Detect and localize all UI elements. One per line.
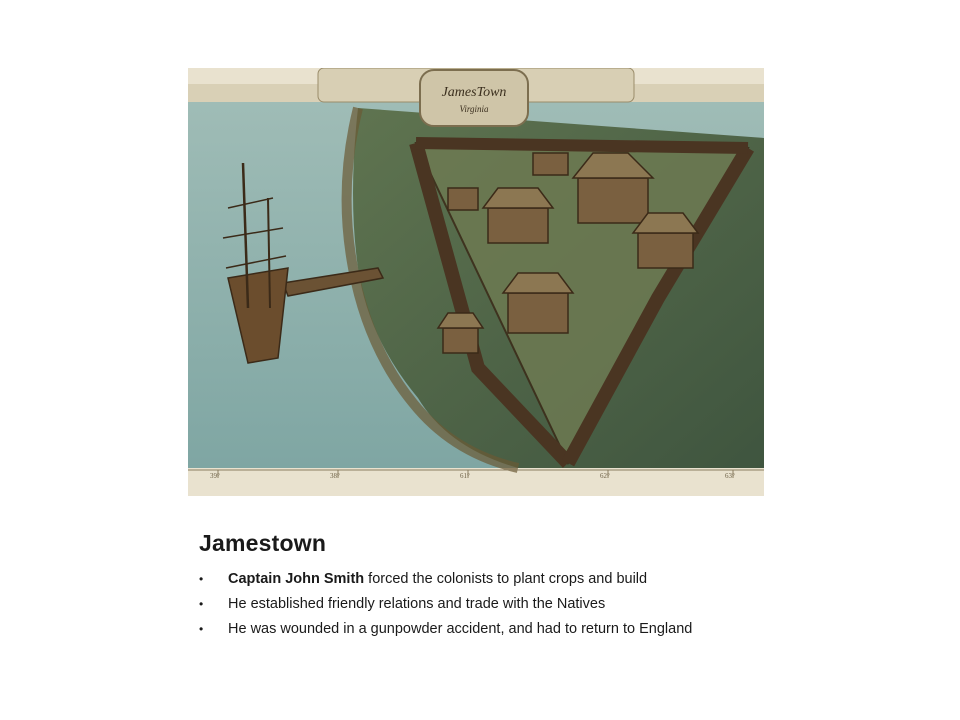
bullet-list <box>199 569 692 644</box>
ruler-mark: 61° <box>460 472 470 480</box>
bullet-icon: • <box>199 622 204 636</box>
bullet-item <box>199 569 692 594</box>
ruler-mark: 39° <box>210 472 220 480</box>
jamestown-illustration <box>188 68 764 496</box>
bullet-item <box>199 594 692 619</box>
bullet-bold-text: Captain John Smith <box>228 571 365 587</box>
ruler-mark: 38° <box>330 472 340 480</box>
bullet-item <box>199 619 692 644</box>
ruler-mark: 62° <box>600 472 610 480</box>
bullet-icon: • <box>199 572 204 586</box>
cartouche-subtitle: Virginia <box>459 104 489 114</box>
bullet-text: He was wounded in a gunpowder accident, and had to return to England <box>228 621 693 637</box>
ruler-mark: 63° <box>725 472 735 480</box>
bullet-text: He established friendly relations and trade with the Natives <box>228 596 606 612</box>
slide-title: Jamestown <box>199 530 327 556</box>
bullet-text: forced the colonists to plant crops and build <box>364 571 648 587</box>
cartouche-title: JamesTown <box>441 85 507 100</box>
bullet-icon: • <box>199 597 204 611</box>
